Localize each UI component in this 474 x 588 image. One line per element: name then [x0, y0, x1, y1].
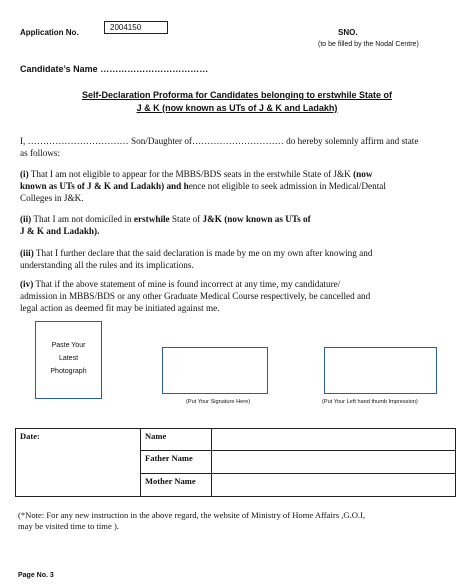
intro-line2: as follows:	[20, 148, 61, 158]
clause-3-line2: understanding all the rules and its implications.	[20, 260, 194, 270]
father-name-label: Father Name	[145, 453, 193, 463]
clause-2-bold-b: J&K (now known as UTs of	[202, 214, 311, 224]
father-name-label-cell	[141, 451, 212, 474]
sno-label: SNO.	[338, 28, 358, 37]
clause-4-number: (iv)	[20, 279, 34, 289]
father-name-value-cell[interactable]	[212, 451, 456, 474]
signature-box[interactable]	[162, 347, 268, 394]
thumb-impression-box[interactable]	[324, 347, 437, 394]
date-label: Date:	[20, 431, 40, 441]
clause-2-number: (ii)	[20, 214, 32, 224]
sno-note: (to be filled by the Nodal Centre)	[318, 41, 419, 48]
mother-name-label: Mother Name	[145, 476, 196, 486]
note-line2: may be visited time to time ).	[18, 521, 119, 531]
intro-line1: I, …………………………… Son/Daughter of………………………… do hereby solemnly affirm and state	[20, 136, 419, 146]
clause-1-text-b: ence not eligible to seek admission in Medical/Dental	[188, 181, 386, 191]
mother-name-value-cell[interactable]	[212, 474, 456, 497]
name-label: Name	[145, 431, 167, 441]
clause-2-line2: J & K and Ladakh).	[20, 226, 100, 236]
photo-box[interactable]	[35, 321, 102, 399]
clause-1-line1	[20, 169, 372, 181]
photo-label-line2: Latest	[58, 355, 79, 362]
clause-3-text: That I further declare that the said declaration is made by me on my own after knowing and	[33, 248, 373, 258]
signature-caption: (Put Your Signature Here)	[186, 399, 251, 405]
candidate-details-table	[15, 428, 456, 497]
note-line1: (*Note: For any new instruction in the above regard, the website of Ministry of Home Affairs ,G.O.I,	[18, 510, 366, 520]
clause-3-line1	[20, 248, 372, 260]
application-number-field[interactable]: 2004150	[104, 21, 168, 34]
clause-2-text-a: That I am not domiciled in	[31, 214, 134, 224]
page-number: Page No. 3	[18, 572, 54, 579]
date-cell[interactable]	[16, 429, 141, 497]
clause-3-number: (iii)	[20, 248, 34, 258]
clause-2-line1	[20, 214, 311, 226]
application-number-label: Application No.	[20, 28, 79, 37]
clause-2-text-b: State of	[169, 214, 203, 224]
clause-1-text-a: That I am not eligible to appear for the MBBS/BDS seats in the erstwhile State of J&K	[28, 169, 354, 179]
clause-1-line2	[20, 181, 386, 193]
thumb-caption: (Put Your Left hand thumb Impression)	[322, 399, 418, 405]
clause-1-bold-a: (now	[353, 169, 373, 179]
name-label-cell	[141, 429, 212, 451]
clause-2-bold-a: erstwhile	[133, 214, 170, 224]
declaration-title-line2: J & K (now known as UTs of J & K and Ladakh)	[136, 103, 338, 113]
clause-1-number: (i)	[20, 169, 29, 179]
name-value-cell[interactable]	[212, 429, 456, 451]
clause-1-bold-b: known as UTs of J & K and Ladakh) and h	[20, 181, 189, 191]
clause-1-line3: Colleges in J&K.	[20, 193, 84, 203]
clause-4-line3: legal action as deemed fit may be initiated against me.	[20, 303, 220, 313]
photo-label-line1: Paste Your	[51, 342, 86, 349]
candidate-name-line: Candidate’s Name ………………………………	[20, 64, 209, 74]
mother-name-label-cell	[141, 474, 212, 497]
clause-4-text: That if the above statement of mine is found incorrect at any time, my candidature/	[33, 279, 341, 289]
declaration-title-line1: Self-Declaration Proforma for Candidates belonging to erstwhile State of	[81, 90, 393, 100]
clause-4-line2: admission in MBBS/BDS or any other Graduate Medical Course respectively, be cancelled and	[20, 291, 371, 301]
clause-4-line1	[20, 279, 340, 291]
photo-label-line3: Photograph	[50, 368, 87, 375]
